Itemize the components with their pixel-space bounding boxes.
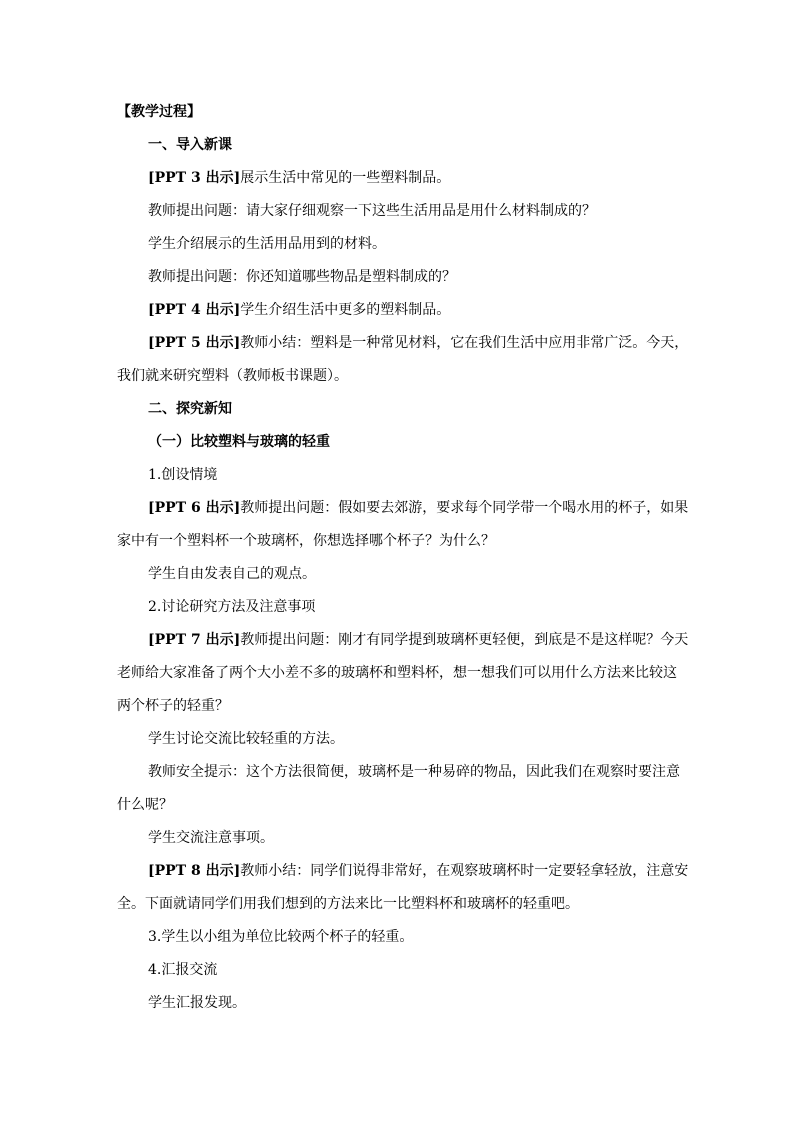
paragraph: 学生介绍展示的生活用品用到的材料。 — [148, 236, 386, 252]
ppt-tag: [PPT 7 出示] — [148, 632, 241, 648]
numbered-item: 2.讨论研究方法及注意事项 — [148, 599, 316, 615]
paragraph: [PPT 3 出示]展示生活中常见的一些塑料制品。 — [148, 170, 451, 186]
subsection-title: （一）比较塑料与玻璃的轻重 — [148, 434, 330, 450]
paragraph-continuation: 两个杯子的轻重？ — [117, 698, 229, 714]
paragraph: 学生自由发表自己的观点。 — [148, 566, 316, 582]
section-heading: 【教学过程】 — [117, 104, 201, 120]
paragraph: 教师安全提示：这个方法很简便，玻璃杯是一种易碎的物品，因此我们在观察时要注意 — [148, 764, 680, 780]
paragraph: 学生讨论交流比较轻重的方法。 — [148, 731, 344, 747]
numbered-item: 1.创设情境 — [148, 467, 218, 483]
paragraph: [PPT 8 出示]教师小结：同学们说得非常好，在观察玻璃杯时一定要轻拿轻放，注意安 — [148, 863, 689, 879]
paragraph-continuation: 我们就来研究塑料（教师板书课题）。 — [117, 368, 348, 384]
numbered-item: 3.学生以小组为单位比较两个杯子的轻重。 — [148, 929, 414, 945]
paragraph: 学生汇报发现。 — [148, 995, 246, 1011]
ppt-tag: [PPT 5 出示] — [148, 335, 241, 351]
numbered-item: 4.汇报交流 — [148, 962, 218, 978]
ppt-tag: [PPT 6 出示] — [148, 500, 241, 516]
ppt-tag: [PPT 8 出示] — [148, 863, 241, 879]
paragraph-continuation: 什么呢？ — [117, 797, 173, 813]
ppt-tag: [PPT 4 出示] — [148, 302, 241, 318]
paragraph: [PPT 6 出示]教师提出问题：假如要去郊游，要求每个同学带一个喝水用的杯子，如果 — [148, 500, 689, 516]
paragraph: [PPT 7 出示]教师提出问题：刚才有同学提到玻璃杯更轻便，到底是不是这样呢？今天 — [148, 632, 689, 648]
section-title-1: 一、导入新课 — [148, 137, 232, 153]
paragraph: 教师提出问题：请大家仔细观察一下这些生活用品是用什么材料制成的？ — [148, 203, 596, 219]
paragraph: [PPT 4 出示]学生介绍生活中更多的塑料制品。 — [148, 302, 451, 318]
paragraph: [PPT 5 出示]教师小结：塑料是一种常见材料，它在我们生活中应用非常广泛。今天， — [148, 335, 689, 351]
paragraph: 学生交流注意事项。 — [148, 830, 274, 846]
paragraph: 教师提出问题：你还知道哪些物品是塑料制成的？ — [148, 269, 456, 285]
section-title-2: 二、探究新知 — [148, 401, 232, 417]
paragraph-continuation: 老师给大家准备了两个大小差不多的玻璃杯和塑料杯，想一想我们可以用什么方法来比较这 — [117, 665, 677, 681]
paragraph-continuation: 家中有一个塑料杯一个玻璃杯，你想选择哪个杯子？为什么？ — [117, 533, 495, 549]
paragraph-continuation: 全。下面就请同学们用我们想到的方法来比一比塑料杯和玻璃杯的轻重吧。 — [117, 896, 579, 912]
ppt-tag: [PPT 3 出示] — [148, 170, 241, 186]
